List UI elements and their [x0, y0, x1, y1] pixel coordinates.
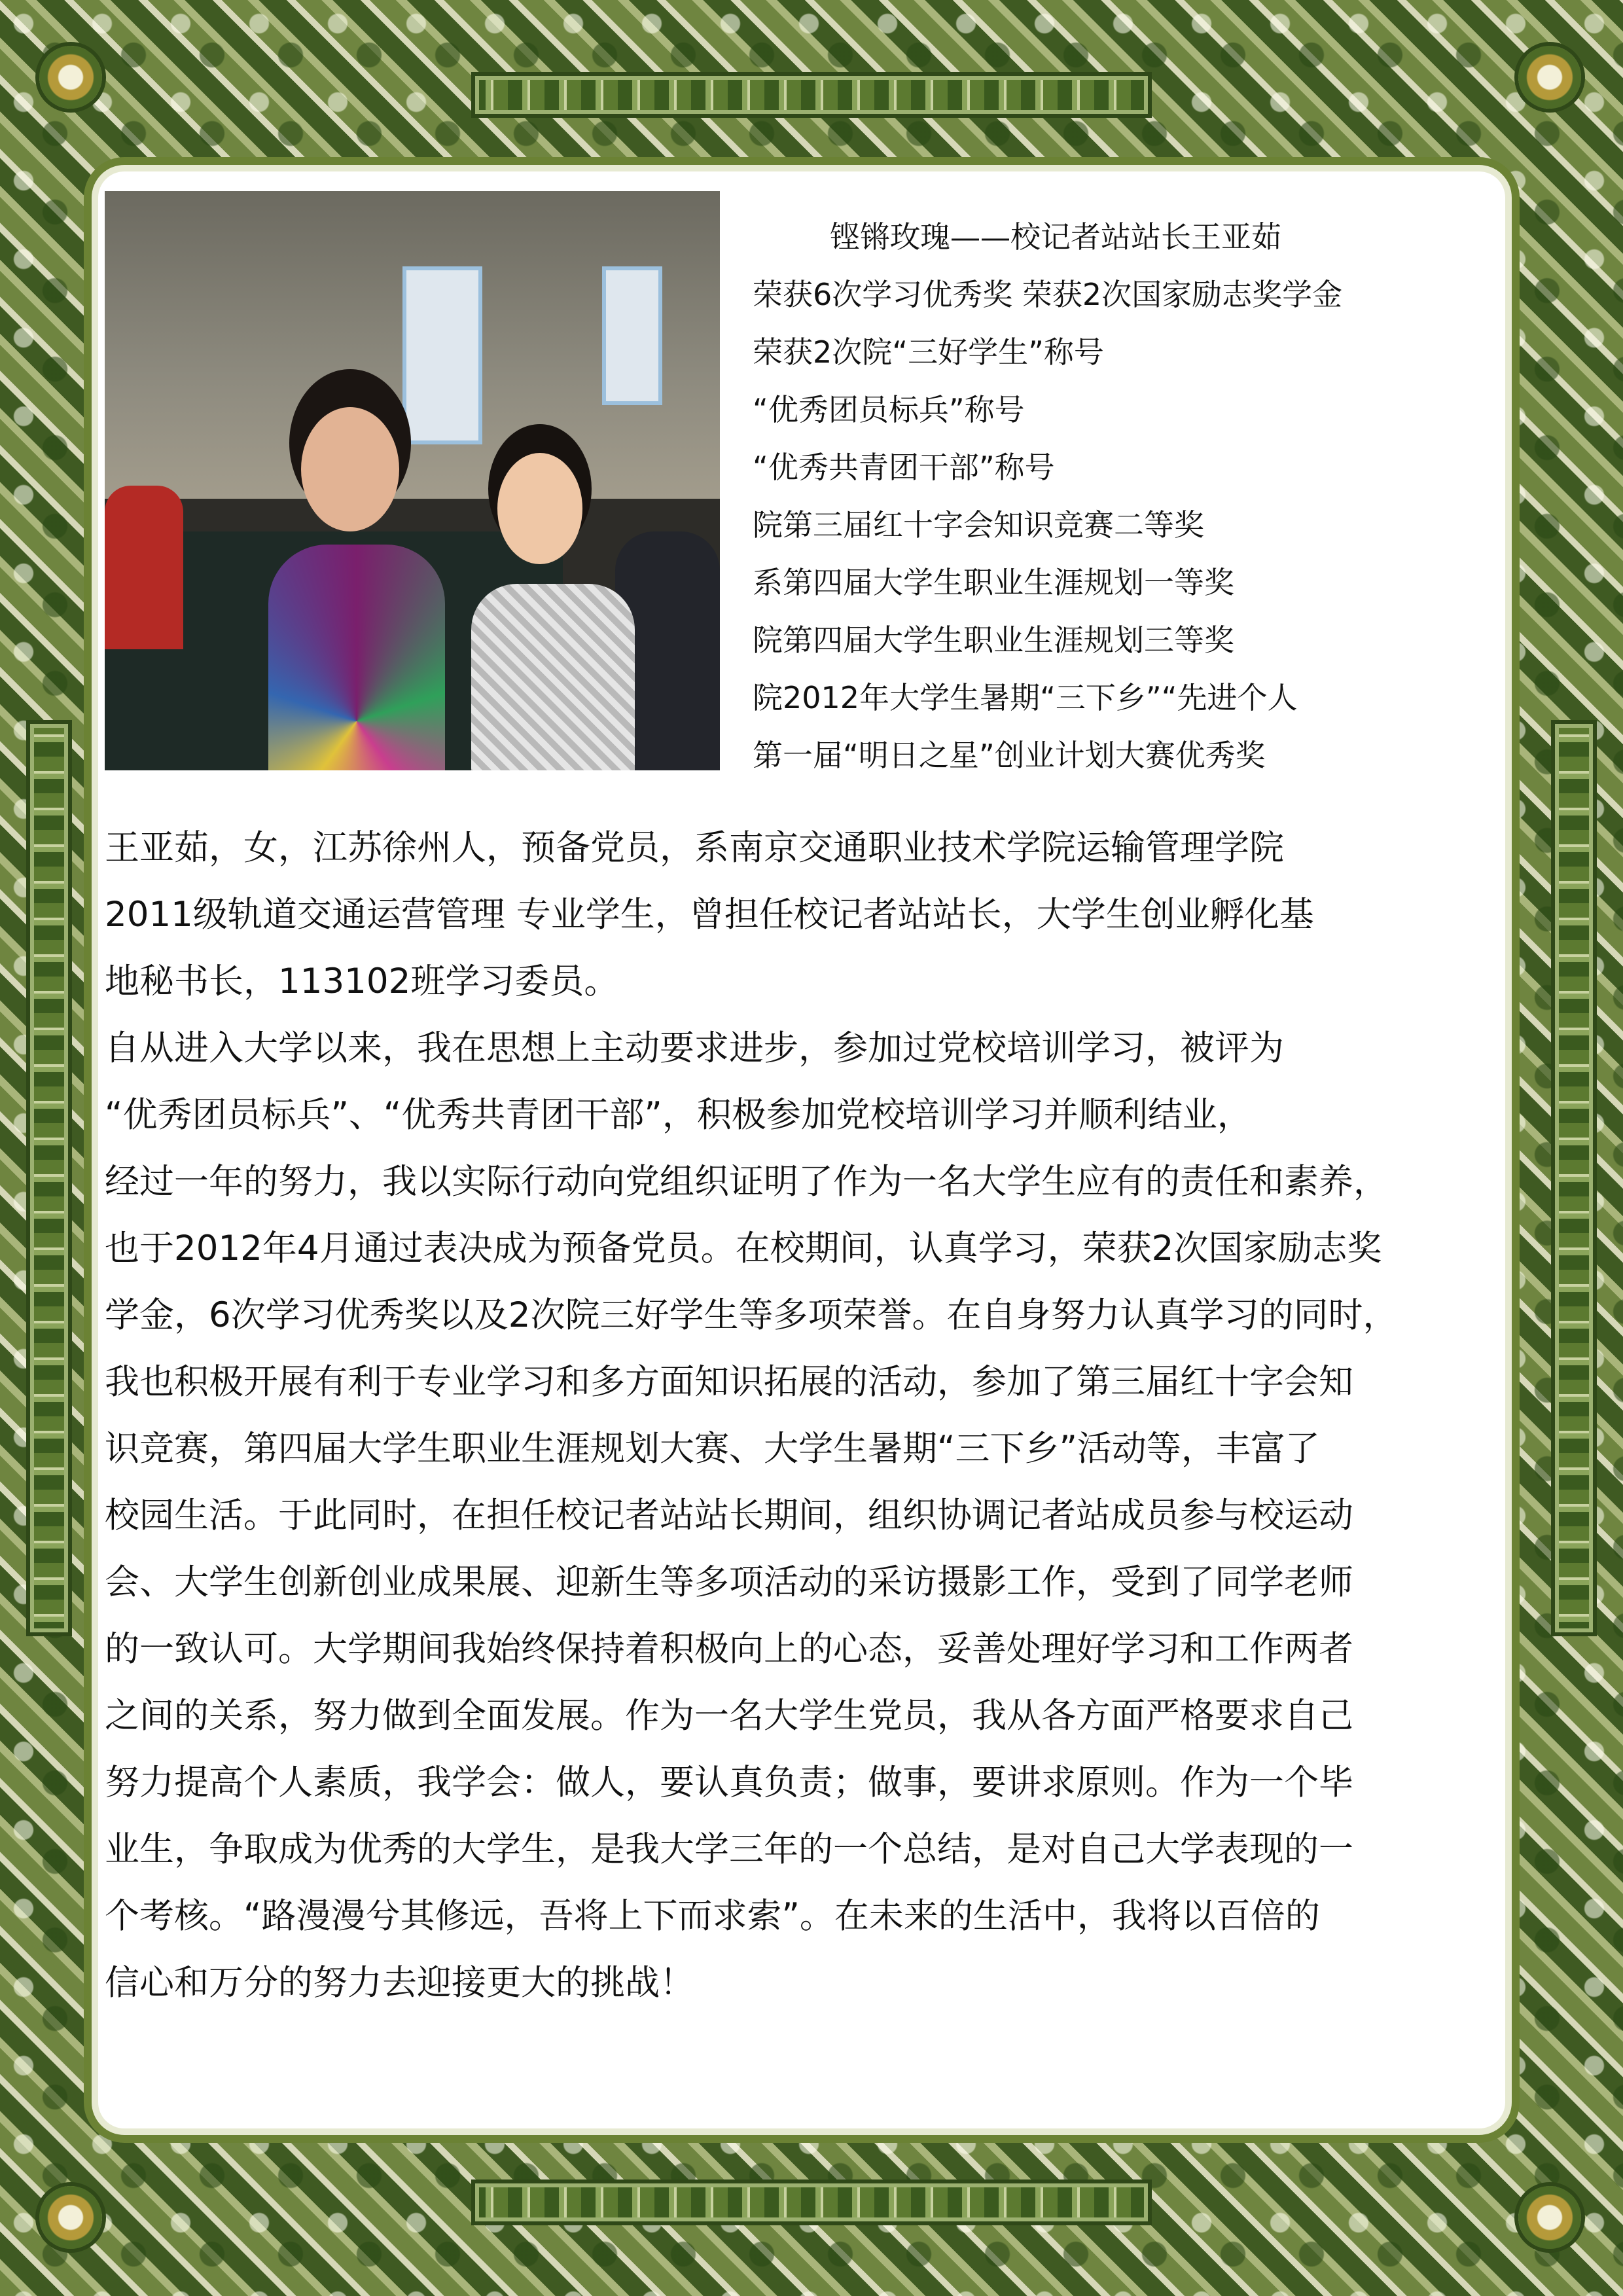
award-item: 系第四届大学生职业生涯规划一等奖 — [753, 565, 1234, 600]
award-item: “优秀共青团干部”称号 — [753, 450, 1055, 485]
body-line: 业生，争取成为优秀的大学生，是我大学三年的一个总结，是对自己大学表现的一 — [105, 1829, 1353, 1869]
photo-person-student — [471, 584, 635, 770]
frame-band-top — [471, 72, 1152, 118]
frame-band-right — [1551, 720, 1597, 1636]
body-line: 校园生活。于此同时，在担任校记者站站长期间，组织协调记者站成员参与校运动 — [105, 1496, 1353, 1535]
frame-corner-ornament — [1518, 2186, 1581, 2249]
award-item: 院第三届红十字会知识竞赛二等奖 — [753, 507, 1204, 543]
body-line: 识竞赛，第四届大学生职业生涯规划大赛、大学生暑期“三下乡”活动等，丰富了 — [105, 1429, 1320, 1469]
profile-photo — [105, 191, 720, 770]
profile-title: 铿锵玫瑰——校记者站站长王亚茹 — [830, 219, 1281, 255]
photo-person-teacher — [268, 545, 445, 770]
frame-corner-ornament — [1518, 46, 1581, 109]
photo-poster — [602, 266, 662, 405]
body-line: 学金，6次学习优秀奖以及2次院三好学生等多项荣誉。在自身努力认真学习的同时， — [105, 1295, 1398, 1335]
body-line: 个考核。“路漫漫兮其修远，吾将上下而求索”。在未来的生活中，我将以百倍的 — [105, 1896, 1320, 1936]
frame-band-left — [26, 720, 72, 1636]
award-item: “优秀团员标兵”称号 — [753, 392, 1025, 427]
body-line: 会、大学生创新创业成果展、迎新生等多项活动的采访摄影工作，受到了同学老师 — [105, 1562, 1353, 1602]
body-line: 之间的关系，努力做到全面发展。作为一名大学生党员，我从各方面严格要求自己 — [105, 1696, 1353, 1736]
photo-person-left — [105, 486, 183, 649]
award-item: 院第四届大学生职业生涯规划三等奖 — [753, 622, 1234, 658]
photo-person-student-head — [497, 453, 582, 564]
frame-corner-ornament — [39, 46, 102, 109]
body-line: 自从进入大学以来，我在思想上主动要求进步，参加过党校培训学习，被评为 — [105, 1028, 1284, 1068]
award-list — [753, 208, 1440, 784]
award-item: 荣获2次院“三好学生”称号 — [753, 334, 1104, 370]
biography-text — [105, 815, 1499, 2017]
body-line: 努力提高个人素质，我学会：做人，要认真负责；做事，要讲求原则。作为一个毕 — [105, 1763, 1353, 1803]
body-line: 我也积极开展有利于专业学习和多方面知识拓展的活动，参加了第三届红十字会知 — [105, 1362, 1353, 1402]
body-line: 信心和万分的努力去迎接更大的挑战！ — [105, 1963, 694, 2003]
award-item: 院2012年大学生暑期“三下乡”“先进个人 — [753, 680, 1298, 715]
award-item: 荣获6次学习优秀奖 荣获2次国家励志奖学金 — [753, 277, 1343, 312]
body-line: 王亚茹，女，江苏徐州人，预备党员，系南京交通职业技术学院运输管理学院 — [105, 828, 1284, 868]
frame-corner-ornament — [39, 2186, 102, 2249]
award-item: 第一届“明日之星”创业计划大赛优秀奖 — [753, 738, 1266, 773]
body-line: 经过一年的努力，我以实际行动向党组织证明了作为一名大学生应有的责任和素养， — [105, 1162, 1388, 1202]
body-line: 地秘书长，113102班学习委员。 — [105, 961, 619, 1001]
body-line: 2011级轨道交通运营管理 专业学生，曾担任校记者站站长，大学生创业孵化基 — [105, 895, 1314, 935]
body-line: 的一致认可。大学期间我始终保持着积极向上的心态，妥善处理好学习和工作两者 — [105, 1629, 1353, 1669]
frame-band-bottom — [471, 2179, 1152, 2225]
photo-person-teacher-head — [301, 407, 399, 531]
body-line: “优秀团员标兵”、“优秀共青团干部”，积极参加党校培训学习并顺利结业， — [105, 1095, 1252, 1135]
photo-poster — [402, 266, 482, 444]
body-line: 也于2012年4月通过表决成为预备党员。在校期间，认真学习，荣获2次国家励志奖 — [105, 1229, 1382, 1268]
